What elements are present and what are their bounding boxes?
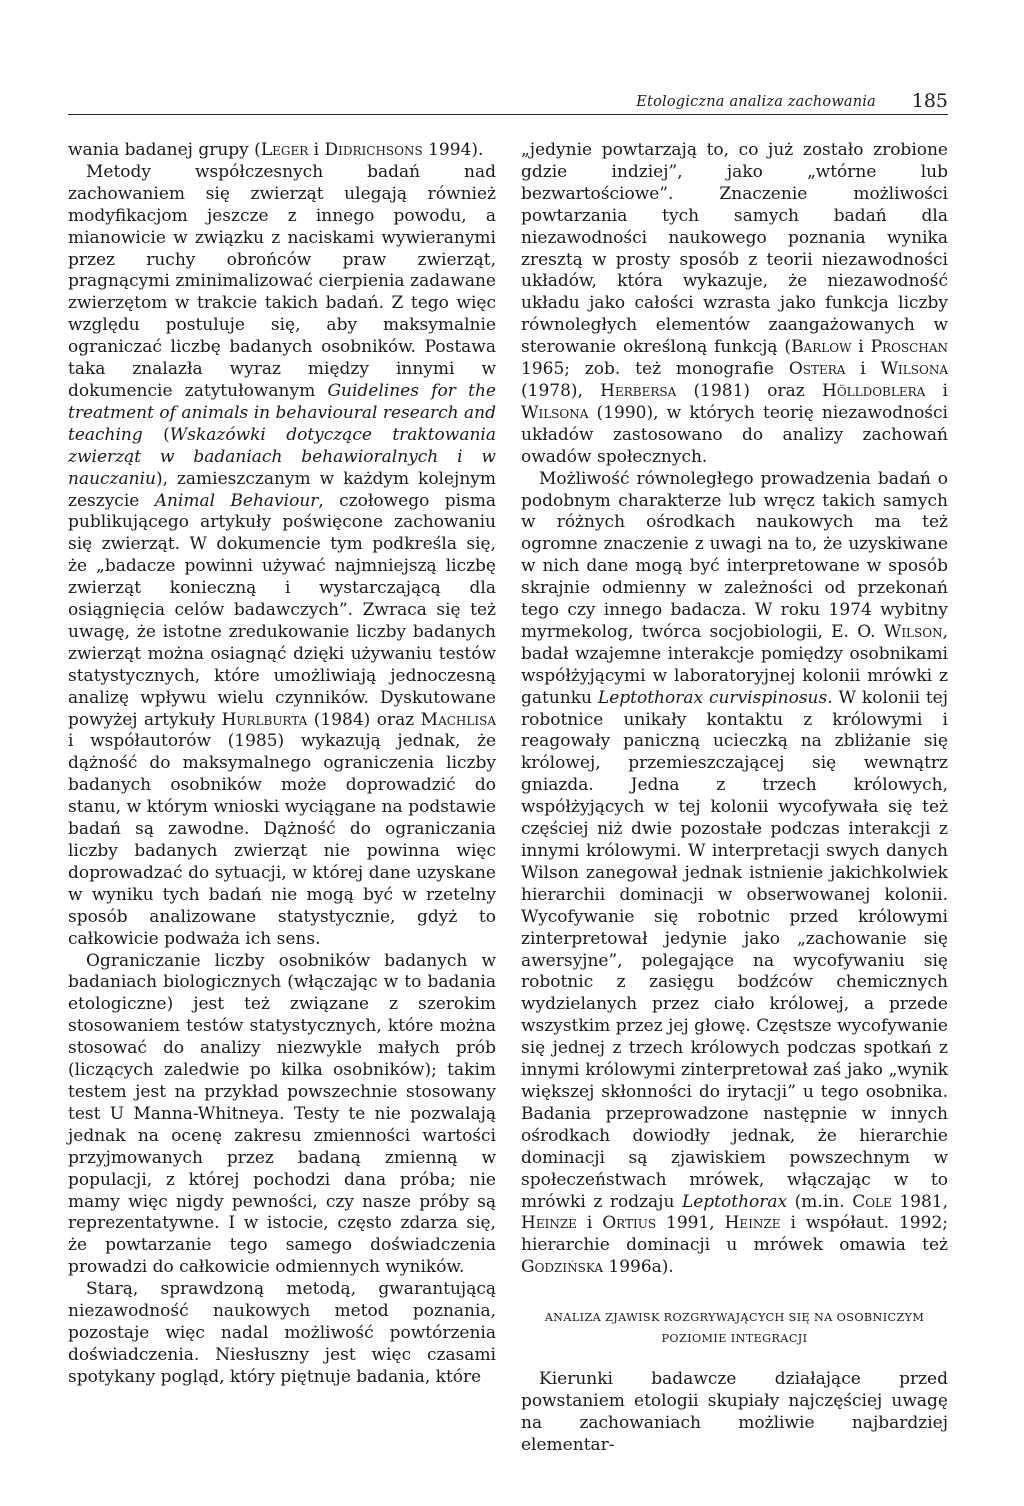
paragraph-animal-welfare xyxy=(68,162,496,951)
running-header xyxy=(68,90,948,115)
author-citation: Hölldoblera xyxy=(822,380,926,401)
author-citation: Godzińska xyxy=(521,1257,603,1278)
author-citation: Cole xyxy=(852,1191,892,1212)
text-run: „jedynie powtarzają to, co już zostało zrobione gdzie indziej”, jako „wtórne lub bezwartościowe”. Znaczenie możliwości powtarzania tych samych badań dla niezawodności naukowego poznania wynika zresztą w prosty sposób z teorii niezawodności układów, która wykazuje, że niezawodność układu jako całości wzrasta jako funkcja liczby równoległych elementów zaangażowanych w sterowanie określoną funkcją ( xyxy=(521,140,948,358)
author-citation: Wilsona xyxy=(521,402,589,423)
text-run: (1990), w których teorię niezawodności układów zastosowano do analizy zachowań owadów społecznych. xyxy=(521,402,948,467)
text-run: (1981) oraz xyxy=(676,380,822,401)
document-title: Guidelines for the treatment of animals in behavioural research and teaching xyxy=(68,380,496,445)
paragraph-continuation xyxy=(521,140,948,469)
author-citation: Barlow xyxy=(791,337,852,358)
text-run: , czołowego pisma publikującego artykuły poświęcone zachowaniu się zwierząt. W dokumencie tym podkreśla się, że „badacze powinni używać najmniejszą liczbę zwierząt konieczną i wystarczającą dla osiągnięcia celów badawczych”. Zwraca się też uwagę, że istotne zredukowanie liczby badanych zwierząt można osiagnąć dzięki używaniu testów statystycznych, które umożliwiają jednoczesną analizę wpływu wielu czynników. Dyskutowane powyżej artykuły xyxy=(68,490,496,730)
author-citation: Proschan xyxy=(870,337,948,358)
document-title-translation: Wskazówki dotyczące traktowania zwierząt w badaniach behawioralnych i w nauczaniu xyxy=(68,424,496,489)
text-run: Metody współczesnych badań nad zachowaniem się zwierząt ulegają również modyfikacjom jeszcze z innego powodu, a mianowicie w związku z naciskami wywieranymi przez ruchy obrońców praw zwierząt, pragnącymi zminimalizować cierpienia zadawane zwierzętom w trakcie takich badań. Z tego więc względu postuluje się, aby maksymalnie ograniczać liczbę badanych osobników. Postawa taka znalazła wyraz między innymi w dokumencie zatytułowanym xyxy=(68,161,496,401)
author-citation: Heinze xyxy=(724,1213,781,1234)
text-run: i xyxy=(845,359,881,380)
text-run: (m.in. xyxy=(787,1191,853,1212)
text-run: i współautorów (1985) wykazują jednak, że dążność do maksymalnego ograniczenia liczby badanych osobników może doprowadzić do stanu, w którym wnioski wyciągane na podstawie badań są zawodne. Dążność do ograniczania liczby badanych zwierząt nie powinna więc doprowadzać do sytuacji, w której dane uzyskane w wyniku tych badań nie mogą być w rzetelny sposób analizowane statystycznie, gdyż to całkowicie podważa ich sens. xyxy=(68,731,496,949)
right-column xyxy=(521,140,948,1457)
text-run: . W kolonii tej robotnice unikały kontaktu z królowymi i reagowały paniczną ucieczką na zbliżanie się królowej, przemieszczającej się wewnątrz gniazda. Jedna z trzech królowych, współżyjących w tej kolonii wycofywała się też częściej niż dwie pozostałe podczas interakcji z innymi królowymi. W interpretacji swych danych Wilson zanegował jednak istnienie jakichkolwiek hierarchii dominacji w obserwowanej kolonii. Wycofywanie się robotnic przed królowymi zinterpretował jedynie jako „zachowanie się awersyjne”, polegające na wycofywaniu się robotnic z zasięgu bodźców chemicznych wydzielanych przez ciało królowej, a przede wszystkim przez jej głowę. Częstsze wycofywanie się jednej z trzech królowych podczas spotkań z innymi królowymi zinterpretował zaś jako „wynik większej skłonności do irytacji” u tego osobnika. Badania przeprowadzone następnie w innych ośrodkach dowiodły jednak, że hierarchie dominacji są zjawiskiem powszechnym w społeczeństwach mrówek, włączając w to mrówki z rodzaju xyxy=(521,687,948,1212)
text-run: (1984) oraz xyxy=(307,709,421,730)
author-citation: Hurlburta xyxy=(221,709,308,730)
text-run: 1996a). xyxy=(602,1257,674,1278)
section-heading xyxy=(521,1307,948,1349)
text-run: 1981, xyxy=(891,1191,948,1212)
species-name: Leptothorax curvispinosus xyxy=(597,687,828,708)
text-run: i xyxy=(576,1213,603,1234)
author-citation: Heinze xyxy=(521,1213,577,1234)
left-column xyxy=(68,140,496,1389)
text-run: ), zamieszczanym w każdym kolejnym zeszycie xyxy=(68,468,496,511)
section-heading-line: ANALIZA ZJAWISK ROZGRYWAJĄCYCH SIĘ NA OSOBNICZYM xyxy=(544,1311,925,1325)
author-citation: Herbersa xyxy=(600,380,677,401)
author-citation: Wilsona xyxy=(880,359,948,380)
paragraph-continuation xyxy=(68,140,496,162)
author-citation: Didrichsons xyxy=(324,140,423,160)
author-citation: Ortius xyxy=(602,1213,657,1234)
page-number: 185 xyxy=(911,90,948,112)
author-citation: Wilson xyxy=(883,621,943,642)
text-run: 1965; zob. też monografie xyxy=(521,359,789,380)
text-run: (1978), xyxy=(521,380,601,401)
text-run: 1994). xyxy=(422,140,484,160)
text-run: , badał wzajemne interakcje pomiędzy osobnikami współżyjącymi w laboratoryjnej kolonii mrówki z gatunku xyxy=(521,621,948,708)
genus-name: Leptothorax xyxy=(681,1191,788,1212)
text-run: ( xyxy=(142,424,170,445)
text-run: i xyxy=(308,140,325,160)
paragraph-replication: Starą, sprawdzoną metodą, gwarantującą niezawodność naukowych metod poznania, pozostaje więc nadal możliwość powtórzenia doświadczenia. Niesłuszny jest więc czasami spotykany pogląd, który piętnuje badania, które xyxy=(68,1279,496,1387)
journal-title: Animal Behaviour xyxy=(154,490,319,511)
text-run: Możliwość równoległego prowadzenia badań o podobnym charakterze lub wręcz takich samych w różnych ośrodkach naukowych ma też ogromne znaczenie z uwagi na to, że uzyskiwane w nich dane mogą być interpretowane w sposób skrajnie odmienny w zależności od przekonań tego czy innego badacza. W roku 1974 wybitny myrmekolog, twórca socjobiologii, E. O. xyxy=(521,468,948,642)
section-heading-line: POZIOMIE INTEGRACJI xyxy=(661,1332,808,1346)
text-run: i xyxy=(851,337,871,358)
running-title: Etologiczna analiza zachowania xyxy=(636,94,876,110)
paragraph-parallel-research xyxy=(521,469,948,1280)
author-citation: Leger xyxy=(260,140,309,160)
text-run: i xyxy=(925,380,948,401)
text-run: i współaut. 1992; hierarchie dominacji u mrówek omawia też xyxy=(521,1213,948,1256)
text-run: 1991, xyxy=(656,1213,725,1234)
author-citation: Ostera xyxy=(788,359,846,380)
author-citation: Machlisa xyxy=(420,709,496,730)
paragraph-statistics: Ograniczanie liczby osobników badanych w badaniach biologicznych (włączając w to badania etologiczne) jest też związane z szerokim stosowaniem testów statystycznych, które można stosować do analizy niezwykle małych prób (liczących zaledwie po kilka osobników); takim testem jest na przykład powszechnie stosowany test U Manna-Whitneya. Testy te nie pozwalają jednak na ocenę zakresu zmienności wartości przyjmowanych przez badaną zmienną w populacji, z której pochodzi dana próba; nie mamy więc nigdy pewności, czy nasze próby są reprezentatywne. I w istocie, często zdarza się, że powtarzanie tego samego doświadczenia prowadzi do całkowicie odmiennych wyników. xyxy=(68,950,496,1278)
paragraph-section-intro: Kierunki badawcze działające przed powstaniem etologii skupiały najczęściej uwagę na zachowaniach możliwie najbardziej elementar- xyxy=(521,1369,948,1455)
text-run: wania badanej grupy ( xyxy=(68,140,261,160)
